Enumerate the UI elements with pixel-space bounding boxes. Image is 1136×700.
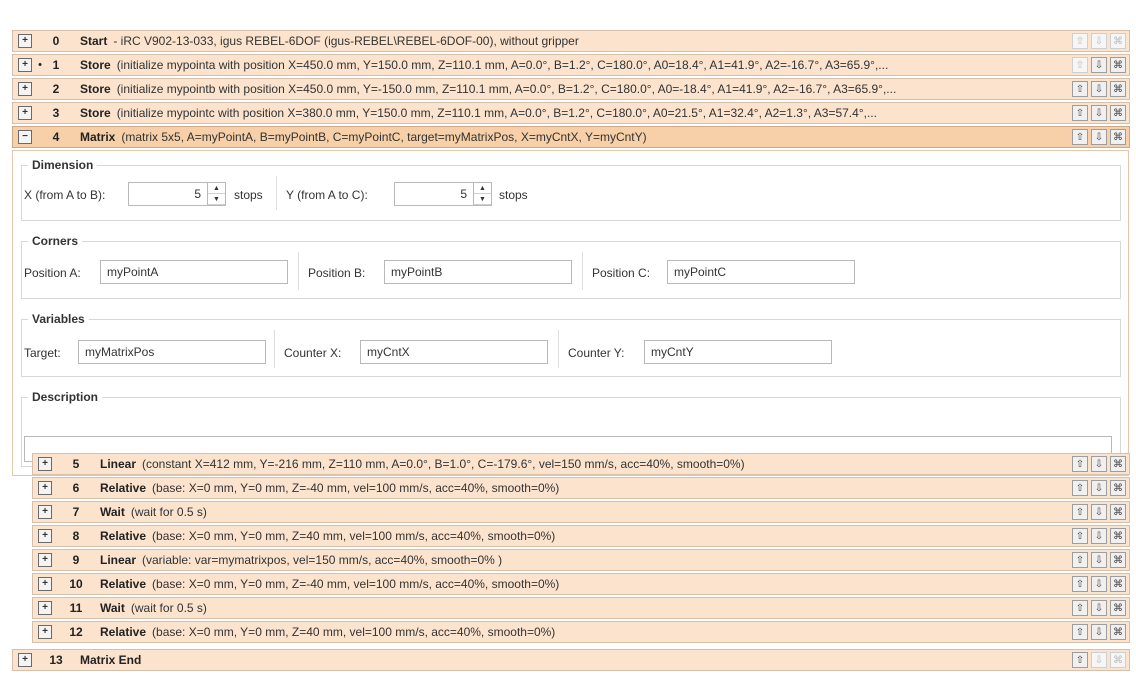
expand-icon[interactable]: +: [18, 82, 32, 96]
spin-up-icon[interactable]: ▲: [474, 183, 491, 194]
delete-icon[interactable]: ⌘: [1110, 504, 1126, 520]
row-number: 6: [72, 481, 80, 495]
delete-icon[interactable]: ⌘: [1110, 576, 1126, 592]
target-input[interactable]: myMatrixPos: [78, 340, 266, 364]
row-command: Start: [80, 34, 108, 48]
row-command: Relative: [100, 625, 147, 639]
spin-down-icon[interactable]: ▼: [208, 194, 225, 205]
move-down-icon[interactable]: ⇩: [1091, 33, 1107, 49]
row-description: (initialize mypointa with position X=450.0 mm, Y=150.0 mm, Z=110.1 mm, A=0.0°, B=1.2°, C=180.0°, A0=18.4°, A1=41.9°, A2=-16.7°, A3=65.9°,...: [116, 58, 889, 72]
row-description: (constant X=412 mm, Y=-216 mm, Z=110 mm, A=0.0°, B=1.0°, C=-179.6°, vel=150 mm/s, acc=40%, smooth=0%): [142, 457, 745, 471]
expand-icon[interactable]: +: [38, 553, 52, 567]
x-dimension-stepper[interactable]: [207, 183, 225, 205]
matrix-edit-panel: [12, 150, 1129, 476]
row-description: - iRC V902-13-033, igus REBEL-6DOF (igus-REBEL\REBEL-6DOF-00), without gripper: [113, 34, 579, 48]
row-command: Matrix: [80, 130, 116, 144]
delete-icon[interactable]: ⌘: [1110, 456, 1126, 472]
move-up-icon[interactable]: ⇧: [1072, 33, 1088, 49]
program-row-9[interactable]: [32, 549, 1130, 571]
counter-y-label: Counter Y:: [568, 346, 625, 360]
program-row-5[interactable]: [32, 453, 1130, 475]
expand-icon[interactable]: +: [38, 625, 52, 639]
row-number: 0: [52, 34, 60, 48]
row-command: Store: [80, 82, 111, 96]
expand-icon[interactable]: +: [18, 106, 32, 120]
description-title: Description: [28, 390, 102, 404]
delete-icon[interactable]: ⌘: [1110, 81, 1126, 97]
program-row-6[interactable]: [32, 477, 1130, 499]
row-number: 2: [52, 82, 60, 96]
corners-title: Corners: [28, 234, 82, 248]
row-number: 4: [52, 130, 60, 144]
row-description: (matrix 5x5, A=myPointA, B=myPointB, C=myPointC, target=myMatrixPos, X=myCntX, Y=myCntY): [121, 130, 647, 144]
move-down-icon[interactable]: ⇩: [1091, 528, 1107, 544]
delete-icon[interactable]: ⌘: [1110, 652, 1126, 668]
y-dimension-stepper[interactable]: [473, 183, 491, 205]
row-description: (base: X=0 mm, Y=0 mm, Z=40 mm, vel=100 mm/s, acc=40%, smooth=0%): [152, 529, 556, 543]
breakpoint-marker: •: [38, 59, 42, 71]
row-number: 5: [72, 457, 80, 471]
delete-icon[interactable]: ⌘: [1110, 105, 1126, 121]
program-row-7[interactable]: [32, 501, 1130, 523]
move-down-icon[interactable]: ⇩: [1091, 456, 1107, 472]
row-command: Wait: [100, 505, 125, 519]
spin-up-icon[interactable]: ▲: [208, 183, 225, 194]
program-row-12[interactable]: [32, 621, 1130, 643]
y-dimension-label: Y (from A to C):: [286, 188, 368, 202]
program-row-10[interactable]: [32, 573, 1130, 595]
program-list: [6, 26, 1132, 676]
counter-x-label: Counter X:: [284, 346, 342, 360]
move-up-icon[interactable]: ⇧: [1072, 480, 1088, 496]
move-up-icon[interactable]: ⇧: [1072, 600, 1088, 616]
row-command: Relative: [100, 481, 147, 495]
program-row-0[interactable]: [12, 30, 1130, 52]
target-label: Target:: [24, 346, 61, 360]
move-up-icon[interactable]: ⇧: [1072, 504, 1088, 520]
row-number: 13: [49, 653, 63, 667]
move-up-icon[interactable]: ⇧: [1072, 456, 1088, 472]
row-description: (initialize mypointb with position X=450.0 mm, Y=-150.0 mm, Z=110.1 mm, A=0.0°, B=1.2°, C=180.0°, A0=-18.4°, A1=41.9°, A2=-16.7°, A3=65.9°,...: [116, 82, 897, 96]
move-down-icon[interactable]: ⇩: [1091, 600, 1107, 616]
move-up-icon[interactable]: ⇧: [1072, 81, 1088, 97]
expand-icon[interactable]: +: [18, 653, 32, 667]
row-description: (base: X=0 mm, Y=0 mm, Z=40 mm, vel=100 mm/s, acc=40%, smooth=0%): [152, 625, 556, 639]
row-number: 7: [72, 505, 80, 519]
move-up-icon[interactable]: ⇧: [1072, 624, 1088, 640]
position-c-label: Position C:: [592, 266, 651, 280]
expand-icon[interactable]: +: [38, 505, 52, 519]
position-a-input[interactable]: myPointA: [100, 260, 288, 284]
divider: [582, 252, 583, 290]
divider: [298, 252, 299, 290]
divider: [276, 176, 277, 210]
y-dimension-unit: stops: [499, 188, 528, 202]
expand-icon[interactable]: +: [18, 58, 32, 72]
position-a-label: Position A:: [24, 266, 81, 280]
spin-down-icon[interactable]: ▼: [474, 194, 491, 205]
variables-title: Variables: [28, 312, 89, 326]
program-row-1[interactable]: [12, 54, 1130, 76]
delete-icon[interactable]: ⌘: [1110, 552, 1126, 568]
position-c-input[interactable]: myPointC: [667, 260, 855, 284]
move-up-icon[interactable]: ⇧: [1072, 57, 1088, 73]
row-number: 3: [52, 106, 60, 120]
row-number: 8: [72, 529, 80, 543]
delete-icon[interactable]: ⌘: [1110, 57, 1126, 73]
row-number: 1: [52, 58, 60, 72]
program-row-11[interactable]: [32, 597, 1130, 619]
expand-icon[interactable]: +: [38, 457, 52, 471]
delete-icon[interactable]: ⌘: [1110, 624, 1126, 640]
corners-group: [21, 234, 1121, 299]
x-dimension-value: 5: [194, 187, 201, 201]
expand-icon[interactable]: +: [38, 529, 52, 543]
dimension-title: Dimension: [28, 158, 97, 172]
row-command: Store: [80, 58, 111, 72]
delete-icon[interactable]: ⌘: [1110, 129, 1126, 145]
delete-icon[interactable]: ⌘: [1110, 528, 1126, 544]
move-up-icon[interactable]: ⇧: [1072, 552, 1088, 568]
row-command: Relative: [100, 577, 147, 591]
program-row-3[interactable]: [12, 102, 1130, 124]
program-row-4[interactable]: [12, 126, 1130, 148]
row-command: Store: [80, 106, 111, 120]
row-description: (wait for 0.5 s): [130, 505, 207, 519]
row-command: Linear: [100, 457, 137, 471]
divider: [274, 330, 275, 368]
program-row-13[interactable]: [12, 649, 1130, 671]
move-down-icon[interactable]: ⇩: [1091, 129, 1107, 145]
expand-icon[interactable]: +: [38, 577, 52, 591]
row-number: 11: [69, 601, 83, 615]
row-number: 12: [69, 625, 83, 639]
delete-icon[interactable]: ⌘: [1110, 480, 1126, 496]
expand-icon[interactable]: +: [18, 34, 32, 48]
row-command: Matrix End: [80, 653, 142, 667]
counter-y-input[interactable]: myCntY: [644, 340, 832, 364]
x-dimension-label: X (from A to B):: [24, 188, 106, 202]
x-dimension-unit: stops: [234, 188, 263, 202]
divider: [558, 330, 559, 368]
program-row-2[interactable]: [12, 78, 1130, 100]
row-description: (base: X=0 mm, Y=0 mm, Z=-40 mm, vel=100 mm/s, acc=40%, smooth=0%): [152, 481, 560, 495]
move-down-icon[interactable]: ⇩: [1091, 552, 1107, 568]
dimension-group: [21, 158, 1121, 221]
expand-icon[interactable]: +: [38, 481, 52, 495]
move-down-icon[interactable]: ⇩: [1091, 652, 1107, 668]
move-up-icon[interactable]: ⇧: [1072, 105, 1088, 121]
y-dimension-value: 5: [460, 187, 467, 201]
move-up-icon[interactable]: ⇧: [1072, 652, 1088, 668]
position-b-label: Position B:: [308, 266, 366, 280]
row-description: (wait for 0.5 s): [130, 601, 207, 615]
move-up-icon[interactable]: ⇧: [1072, 576, 1088, 592]
move-down-icon[interactable]: ⇩: [1091, 57, 1107, 73]
variables-group: [21, 312, 1121, 377]
row-description: (base: X=0 mm, Y=0 mm, Z=-40 mm, vel=100 mm/s, acc=40%, smooth=0%): [152, 577, 560, 591]
program-row-8[interactable]: [32, 525, 1130, 547]
row-description: (initialize mypointc with position X=380.0 mm, Y=150.0 mm, Z=110.1 mm, A=0.0°, B=1.2°, C=180.0°, A0=21.5°, A1=32.4°, A2=1.3°, A3=57.4°,...: [116, 106, 877, 120]
counter-x-input[interactable]: myCntX: [360, 340, 548, 364]
move-down-icon[interactable]: ⇩: [1091, 504, 1107, 520]
move-down-icon[interactable]: ⇩: [1091, 624, 1107, 640]
position-b-input[interactable]: myPointB: [384, 260, 572, 284]
row-description: (variable: var=mymatrixpos, vel=150 mm/s, acc=40%, smooth=0% ): [142, 553, 503, 567]
expand-icon[interactable]: +: [38, 601, 52, 615]
move-down-icon[interactable]: ⇩: [1091, 480, 1107, 496]
row-command: Relative: [100, 529, 147, 543]
row-command: Wait: [100, 601, 125, 615]
collapse-icon[interactable]: −: [18, 130, 32, 144]
move-up-icon[interactable]: ⇧: [1072, 129, 1088, 145]
move-up-icon[interactable]: ⇧: [1072, 528, 1088, 544]
move-down-icon[interactable]: ⇩: [1091, 105, 1107, 121]
move-down-icon[interactable]: ⇩: [1091, 576, 1107, 592]
row-command: Linear: [100, 553, 137, 567]
row-number: 10: [69, 577, 83, 591]
delete-icon[interactable]: ⌘: [1110, 600, 1126, 616]
row-number: 9: [72, 553, 80, 567]
delete-icon[interactable]: ⌘: [1110, 33, 1126, 49]
move-down-icon[interactable]: ⇩: [1091, 81, 1107, 97]
